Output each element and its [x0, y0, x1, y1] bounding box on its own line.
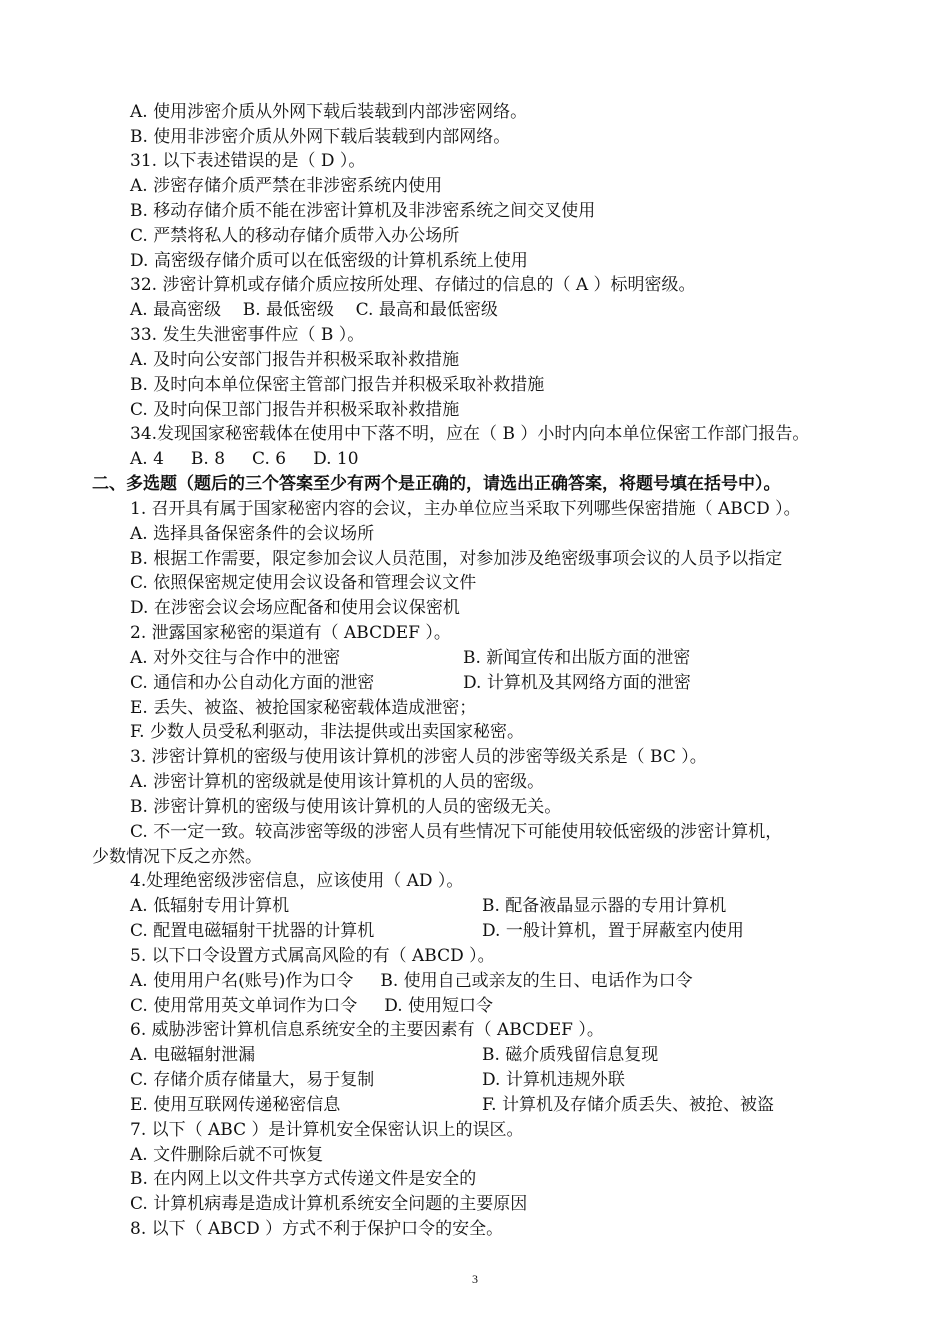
text-line: A. 文件删除后就不可恢复: [130, 1145, 324, 1165]
text-line-right: D. 计算机违规外联: [482, 1070, 625, 1090]
question-m6: 6. 威胁涉密计算机信息系统安全的主要因素有（ ABCDEF ）。: [130, 1020, 604, 1040]
text-line: B. 及时向本单位保密主管部门报告并积极采取补救措施: [130, 375, 545, 395]
question-m2: 2. 泄露国家秘密的渠道有（ ABCDEF ）。: [130, 623, 451, 643]
text-line-right: F. 计算机及存储介质丢失、被抢、被盗: [482, 1095, 774, 1115]
text-line: C. 不一定一致。较高涉密等级的涉密人员有些情况下可能使用较低密级的涉密计算机，: [130, 822, 783, 842]
text-line: B. 根据工作需要，限定参加会议人员范围，对参加涉及绝密级事项会议的人员予以指定: [130, 549, 783, 569]
question-m8: 8. 以下（ ABCD ）方式不利于保护口令的安全。: [130, 1219, 504, 1239]
text-line: A. 4 B. 8 C. 6 D. 10: [130, 449, 359, 469]
question-32: 32. 涉密计算机或存储介质应按所处理、存储过的信息的（ A ）标明密级。: [130, 275, 696, 295]
page-number: 3: [472, 1272, 478, 1286]
question-34: 34.发现国家秘密载体在使用中下落不明，应在（ B ）小时内向本单位保密工作部门报告。: [130, 424, 810, 444]
text-line: A. 电磁辐射泄漏: [130, 1045, 256, 1065]
text-line: E. 丢失、被盗、被抢国家秘密载体造成泄密；: [130, 698, 477, 718]
question-31: 31. 以下表述错误的是（ D ）。: [130, 151, 366, 171]
section-heading: 二、多选题（题后的三个答案至少有两个是正确的，请选出正确答案，将题号填在括号中）。: [92, 474, 781, 494]
text-line: B. 在内网上以文件共享方式传递文件是安全的: [130, 1169, 477, 1189]
text-line: B. 移动存储介质不能在涉密计算机及非涉密系统之间交叉使用: [130, 201, 596, 221]
text-line: D. 高密级存储介质可以在低密级的计算机系统上使用: [130, 251, 528, 271]
text-line: C. 配置电磁辐射干扰器的计算机: [130, 921, 375, 941]
text-line: C. 依照保密规定使用会议设备和管理会议文件: [130, 573, 477, 593]
question-m5: 5. 以下口令设置方式属高风险的有（ ABCD ）。: [130, 946, 495, 966]
text-line: A. 使用用户名(账号)作为口令 B. 使用自己或亲友的生日、电话作为口令: [130, 971, 693, 991]
text-line: A. 选择具备保密条件的会议场所: [130, 524, 375, 544]
question-m3: 3. 涉密计算机的密级与使用该计算机的涉密人员的涉密等级关系是（ BC ）。: [130, 747, 707, 767]
text-line-right: D. 计算机及其网络方面的泄密: [463, 673, 691, 693]
text-line: D. 在涉密会议会场应配备和使用会议保密机: [130, 598, 460, 618]
text-line-right: B. 配备液晶显示器的专用计算机: [482, 896, 727, 916]
text-line: C. 及时向保卫部门报告并积极采取补救措施: [130, 400, 460, 420]
question-m4: 4.处理绝密级涉密信息，应该使用（ AD ）。: [130, 871, 464, 891]
text-line: A. 使用涉密介质从外网下载后装载到内部涉密网络。: [130, 102, 528, 122]
text-line: A. 涉密计算机的密级就是使用该计算机的人员的密级。: [130, 772, 545, 792]
text-line: F. 少数人员受私利驱动，非法提供或出卖国家秘密。: [130, 722, 524, 742]
text-line: C. 存储介质存储量大，易于复制: [130, 1070, 375, 1090]
text-line: A. 最高密级 B. 最低密级 C. 最高和最低密级: [130, 300, 498, 320]
text-line-right: B. 新闻宣传和出版方面的泄密: [463, 648, 691, 668]
question-m1: 1. 召开具有属于国家秘密内容的会议，主办单位应当采取下列哪些保密措施（ ABCD ）。: [130, 499, 801, 519]
text-line: B. 使用非涉密介质从外网下载后装载到内部网络。: [130, 127, 511, 147]
text-line: A. 及时向公安部门报告并积极采取补救措施: [130, 350, 460, 370]
question-33: 33. 发生失泄密事件应（ B ）。: [130, 325, 365, 345]
question-m7: 7. 以下（ ABC ）是计算机安全保密认识上的误区。: [130, 1120, 524, 1140]
text-line: C. 严禁将私人的移动存储介质带入办公场所: [130, 226, 460, 246]
text-line-right: D. 一般计算机，置于屏蔽室内使用: [482, 921, 744, 941]
text-line: C. 使用常用英文单词作为口令 D. 使用短口令: [130, 996, 494, 1016]
text-line: B. 涉密计算机的密级与使用该计算机的人员的密级无关。: [130, 797, 562, 817]
text-line: A. 低辐射专用计算机: [130, 896, 290, 916]
text-line: 少数情况下反之亦然。: [92, 847, 262, 867]
text-line-right: B. 磁介质残留信息复现: [482, 1045, 659, 1065]
text-line: C. 通信和办公自动化方面的泄密: [130, 673, 375, 693]
text-line: A. 对外交往与合作中的泄密: [130, 648, 341, 668]
text-line: E. 使用互联网传递秘密信息: [130, 1095, 341, 1115]
text-line: A. 涉密存储介质严禁在非涉密系统内使用: [130, 176, 443, 196]
text-line: C. 计算机病毒是造成计算机系统安全问题的主要原因: [130, 1194, 528, 1214]
